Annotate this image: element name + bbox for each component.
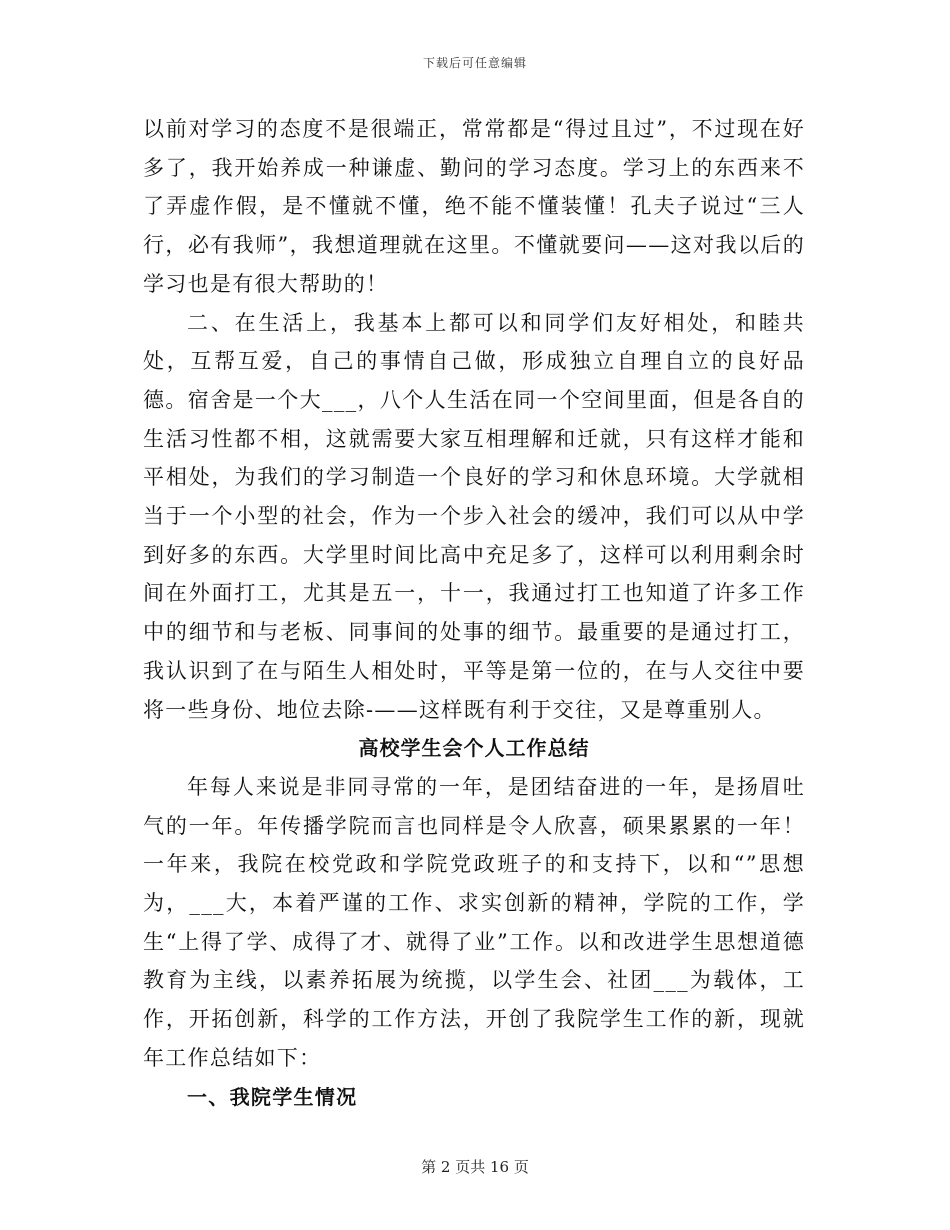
page-number-footer: 第 2 页共 16 页 (421, 1158, 529, 1176)
header-note: 下载后可任意编辑 (422, 56, 527, 70)
section-title: 高校学生会个人工作总结 (358, 736, 590, 761)
document-body (143, 110, 805, 1116)
subheading-student-situation: 一、我院学生情况 (187, 1084, 358, 1109)
paragraph-life: 二、在生活上，我基本上都可以和同学们友好相处，和睦共处，互帮互爱，自己的事情自己做，形成独立自理自立的良好品德。宿舍是一个大___，八个人生活在同一个空间里面，但是各自的生活习性都不相，这就需要大家互相理解和迁就，只有这样才能和平相处，为我们的学习制造一个良好的学习和休息环境。大学就相当于一个小型的社会，作为一个步入社会的缓冲，我们可以从中学到好多的东西。大学里时间比高中充足多了，这样可以利用剩余时间在外面打工，尤其是五一，十一，我通过打工也知道了许多工作中的细节和与老板、同事间的处事的细节。最重要的是通过打工，我认识到了在与陌生人相处时，平等是第一位的，在与人交往中要将一些身份、地位去除-——这样既有利于交往，又是尊重别人。 (143, 310, 805, 722)
paragraph-summary-intro: 年每人来说是非同寻常的一年，是团结奋进的一年，是扬眉吐气的一年。年传播学院而言也同样是令人欣喜，硕果累累的一年！一年来，我院在校党政和学院党政班子的和支持下，以和“”思想为，___大，本着严谨的工作、求实创新的精神，学院的工作，学生“上得了学、成得了才、就得了业”工作。以和改进学生思想道德教育为主线，以素养拓展为统揽，以学生会、社团___为载体，工作，开拓创新，科学的工作方法，开创了我院学生工作的新，现就年工作总结如下： (143, 774, 805, 1070)
paragraph-study-attitude: 以前对学习的态度不是很端正，常常都是“得过且过”，不过现在好多了，我开始养成一种谦虚、勤问的学习态度。学习上的东西来不了弄虚作假，是不懂就不懂，绝不能不懂装懂！孔夫子说过“三人行，必有我师”，我想道理就在这里。不懂就要问——这对我以后的学习也是有很大帮助的！ (143, 117, 805, 296)
